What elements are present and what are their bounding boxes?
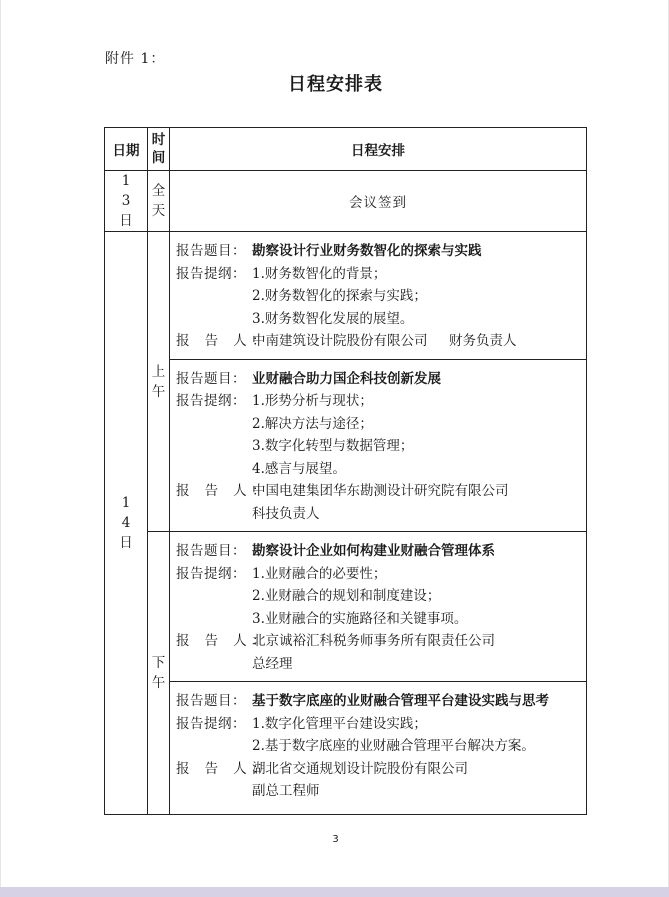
- date-14-text: 14日: [119, 495, 133, 551]
- outline-label: 报告提纲：: [176, 565, 246, 582]
- time-cell-morning: [148, 232, 170, 532]
- outline-label: 报告提纲：: [176, 393, 246, 409]
- talk-1-outline-3: 3.财务数智化发展的展望。: [252, 310, 414, 327]
- time-cell-allday: [148, 171, 170, 232]
- talk-1-speaker: 中南建筑设计院股份有限公司 财务负责人: [252, 333, 517, 349]
- talk-3-speaker-org: 北京诚裕汇科税务师事务所有限责任公司: [252, 633, 495, 649]
- time-cell-afternoon: [148, 532, 170, 815]
- speaker-label: 报 告 人：: [176, 633, 271, 649]
- table-row-day14-talk3: [105, 532, 587, 682]
- talk-1-outline-1: 1.财务数智化的背景；: [252, 265, 387, 282]
- speaker-label: 报 告 人：: [176, 483, 271, 499]
- talk-cell-2: [170, 359, 587, 532]
- time-afternoon-text: 下午: [151, 655, 166, 691]
- event-signin: 会议签到: [170, 171, 587, 232]
- talk-4-speaker-role: 副总工程师: [252, 783, 320, 799]
- table-header-row: [105, 128, 587, 171]
- talk-2-speaker-role: 科技负责人: [252, 505, 320, 522]
- date-cell-14: [105, 232, 148, 815]
- header-time-text: 时间: [151, 132, 166, 166]
- page-number: 3: [332, 834, 339, 845]
- talk-2-outline-4: 4.感言与展望。: [252, 460, 346, 477]
- schedule-table: [104, 127, 587, 815]
- time-allday-text: 全天: [151, 183, 166, 219]
- talk-2-topic: 业财融合助力国企科技创新发展: [252, 370, 441, 387]
- talk-3-outline-3: 3.业财融合的实施路径和关键事项。: [252, 610, 468, 627]
- talk-cell-4: [170, 682, 587, 815]
- talk-2-speaker-org: 中国电建集团华东勘测设计研究院有限公司: [252, 483, 509, 499]
- talk-4-outline-2: 2.基于数字底座的业财融合管理平台解决方案。: [252, 738, 535, 754]
- table-row-day14-talk1: [105, 232, 587, 360]
- header-schedule: 日程安排: [170, 128, 587, 171]
- talk-4-speaker-org: 湖北省交通规划设计院股份有限公司: [252, 760, 468, 777]
- talk-1-outline-2: 2.财务数智化的探索与实践；: [252, 288, 427, 304]
- talk-1-topic: 勘察设计行业财务数智化的探索与实践: [252, 243, 482, 259]
- time-morning-text: 上午: [151, 363, 166, 400]
- topic-label: 报告题目：: [176, 243, 246, 259]
- talk-4-outline-1: 1.数字化管理平台建设实践；: [252, 715, 427, 732]
- page-title: 日程安排表: [288, 74, 383, 95]
- talk-cell-3: [170, 532, 587, 682]
- outline-label: 报告提纲：: [176, 265, 246, 282]
- date-13-text: 13日: [119, 173, 133, 229]
- header-time: [148, 128, 170, 171]
- talk-3-topic: 勘察设计企业如何构建业财融合管理体系: [252, 543, 495, 559]
- viewer-bottom-strip: [0, 887, 669, 897]
- outline-label: 报告提纲：: [176, 715, 246, 732]
- date-cell-13: [105, 171, 148, 232]
- speaker-label: 报 告 人：: [176, 333, 271, 349]
- talk-2-outline-2: 2.解决方法与途径；: [252, 415, 373, 432]
- speaker-label: 报 告 人：: [176, 760, 271, 777]
- topic-label: 报告题目：: [176, 693, 246, 709]
- table-row-day14-talk4: [105, 682, 587, 815]
- topic-label: 报告题目：: [176, 370, 246, 387]
- talk-2-outline-1: 1.形势分析与现状；: [252, 393, 373, 409]
- attachment-label: 附件 1：: [105, 51, 166, 67]
- header-date: 日期: [105, 128, 148, 171]
- talk-4-topic: 基于数字底座的业财融合管理平台建设实践与思考: [252, 693, 549, 709]
- topic-label: 报告题目：: [176, 543, 246, 559]
- talk-2-outline-3: 3.数字化转型与数据管理；: [252, 438, 414, 454]
- table-row-day13: [105, 171, 587, 232]
- talk-cell-1: [170, 232, 587, 360]
- talk-3-speaker-role: 总经理: [252, 655, 293, 672]
- talk-3-outline-2: 2.业财融合的规划和制度建设；: [252, 588, 441, 604]
- table-row-day14-talk2: [105, 359, 587, 532]
- talk-3-outline-1: 1.业财融合的必要性；: [252, 565, 387, 582]
